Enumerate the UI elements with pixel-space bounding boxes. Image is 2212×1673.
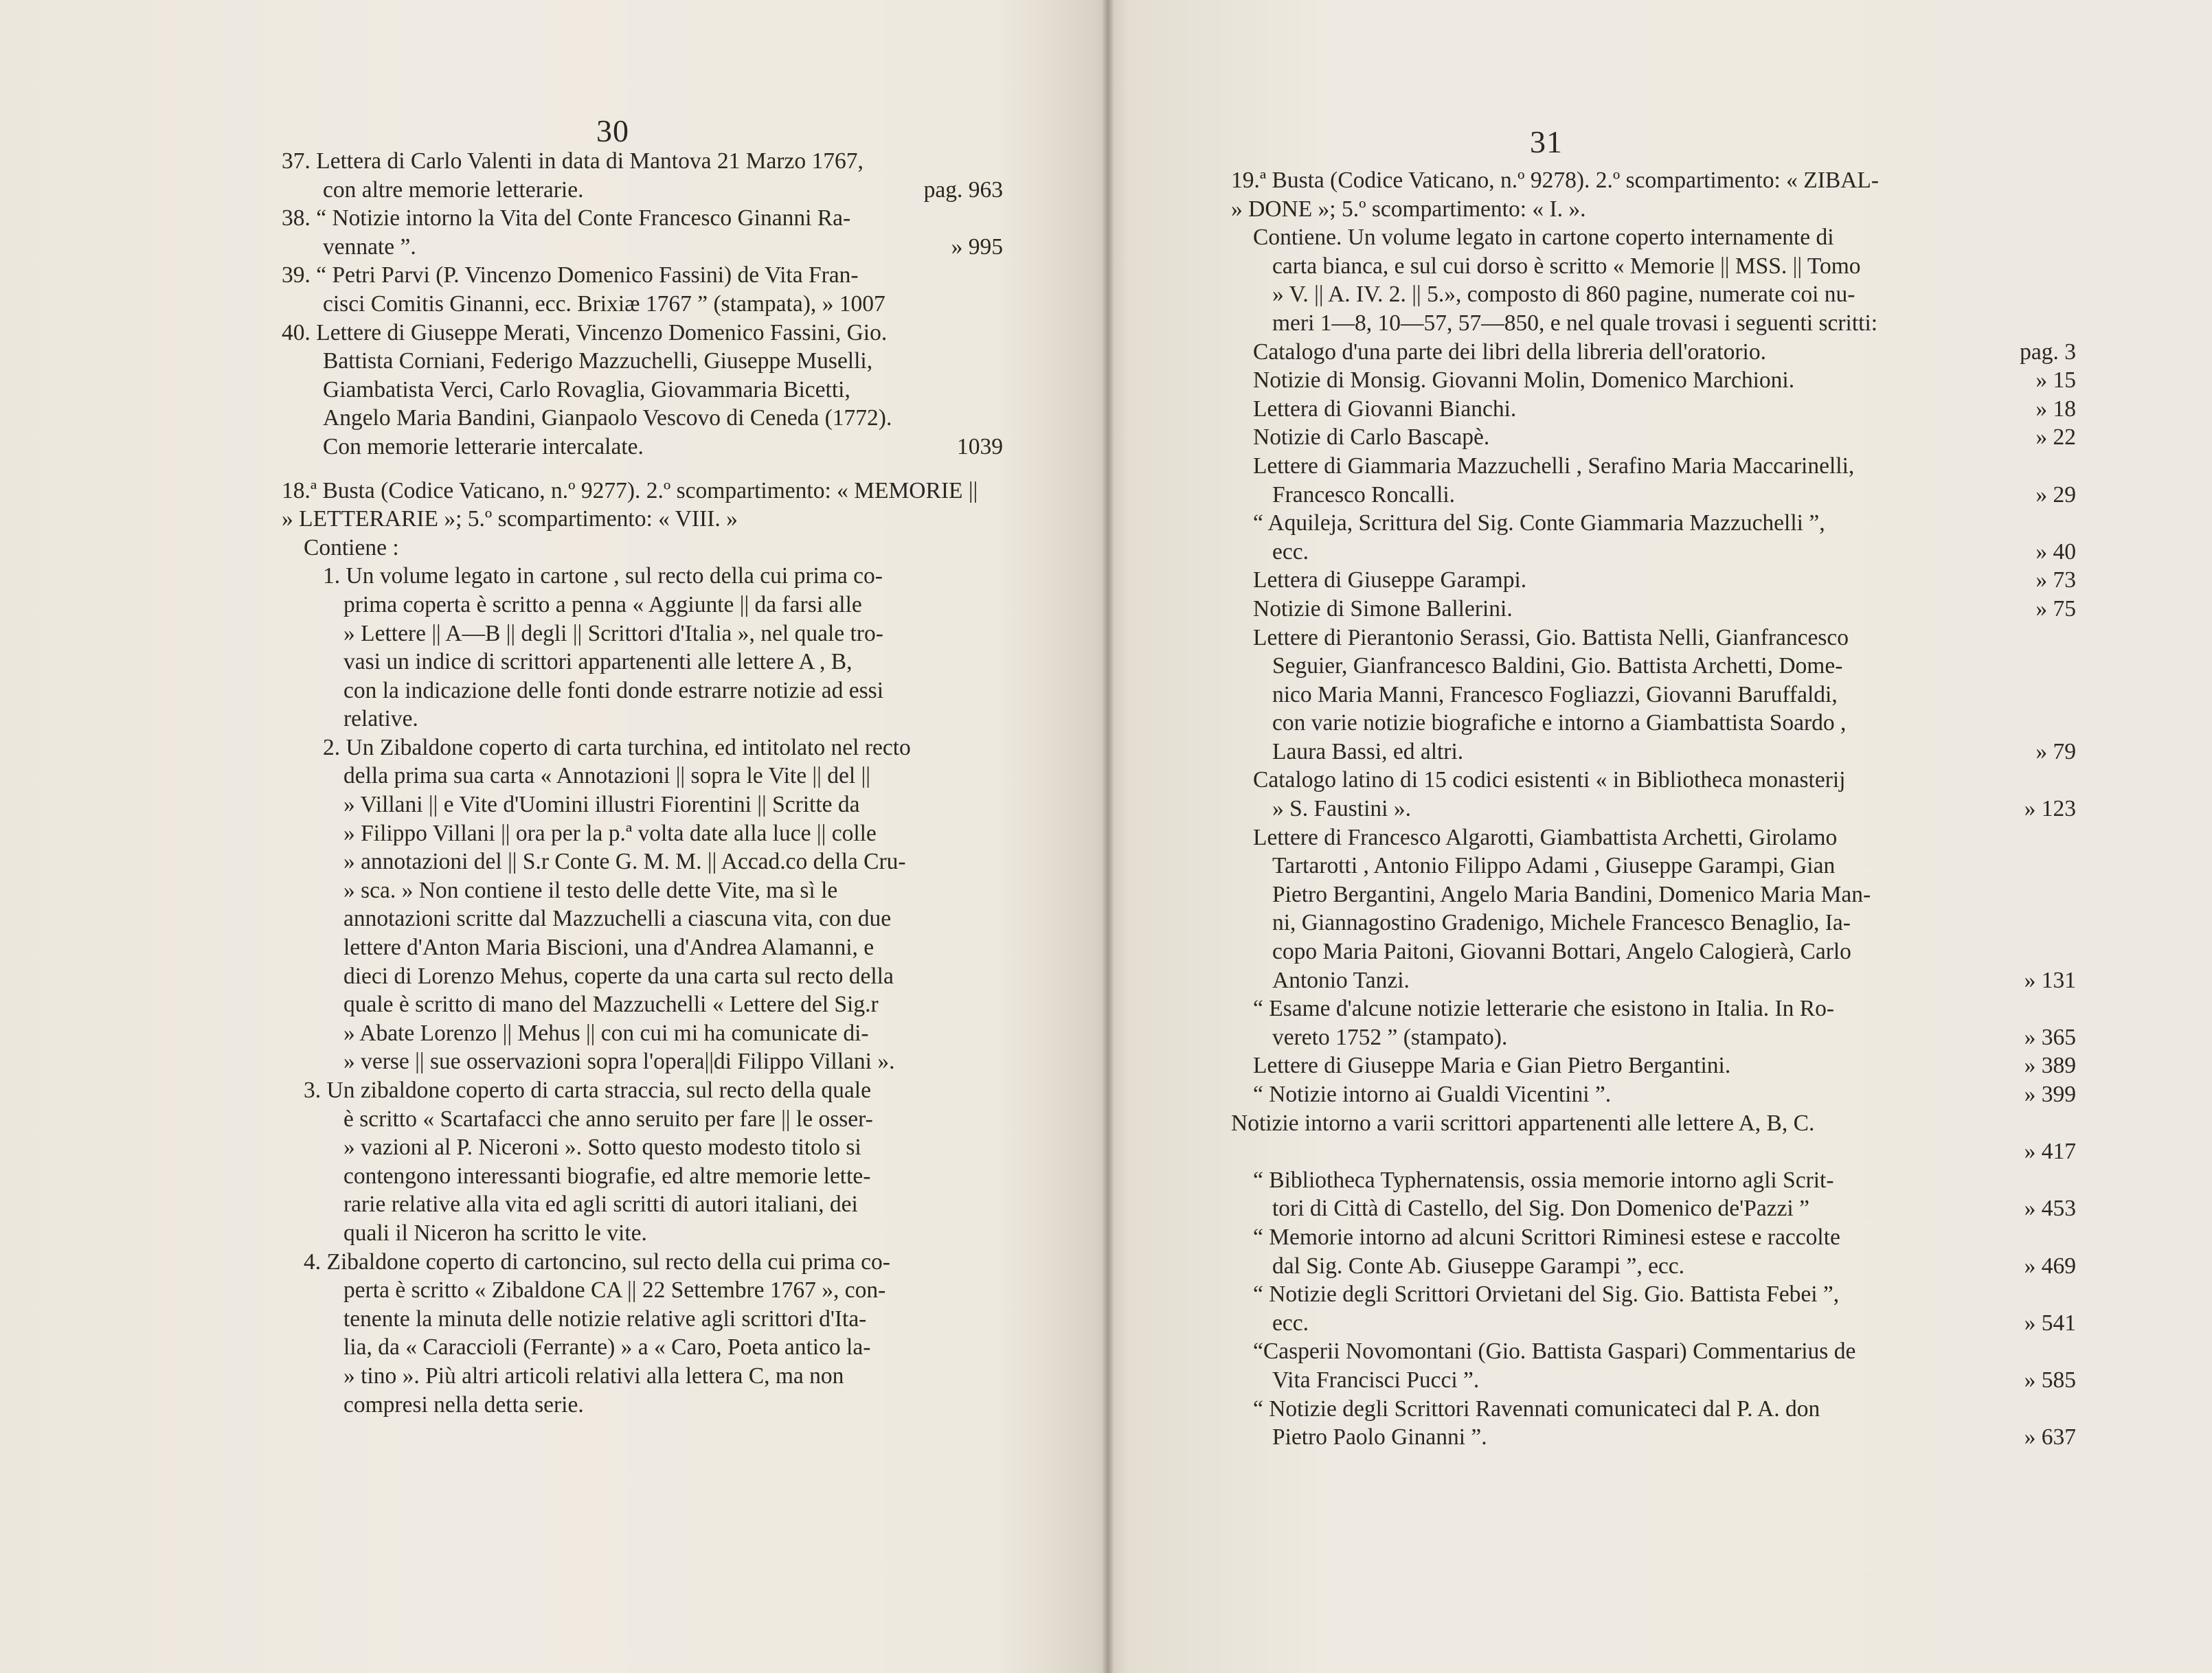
text-line bbox=[1231, 1051, 2076, 1080]
text-line bbox=[282, 534, 1003, 562]
line-text: ecc. bbox=[1272, 538, 1309, 565]
text-line bbox=[1231, 1223, 2076, 1252]
text-line bbox=[1231, 1337, 2076, 1366]
page-reference: 1039 bbox=[957, 433, 1003, 459]
page-reference: » 469 bbox=[2024, 1253, 2076, 1279]
page-reference: » 79 bbox=[2035, 738, 2076, 764]
text-line bbox=[282, 376, 1003, 405]
text-line bbox=[1231, 909, 2076, 937]
text-line bbox=[282, 1190, 1003, 1219]
line-text: » annotazioni del || S.r Conte G. M. M. || Accad.co della Cru- bbox=[343, 849, 906, 875]
text-line bbox=[282, 762, 1003, 790]
line-text: vasi un indice di scrittori appartenenti alle lettere A , B, bbox=[343, 649, 853, 675]
page-reference: » 585 bbox=[2024, 1367, 2076, 1393]
line-text: 40. Lettere di Giuseppe Merati, Vincenzo Domenico Fassini, Gio. bbox=[282, 319, 888, 345]
line-text: tenente la minuta delle notizie relative agli scrittori d'Ita- bbox=[343, 1306, 867, 1332]
text-line bbox=[1231, 1252, 2076, 1281]
text-line bbox=[282, 562, 1003, 591]
text-line bbox=[1231, 166, 2076, 195]
text-line bbox=[282, 648, 1003, 676]
line-text: carta bianca, e sul cui dorso è scritto « Memorie || MSS. || Tomo bbox=[1272, 253, 1861, 279]
text-line bbox=[1231, 1395, 2076, 1424]
text-line bbox=[282, 705, 1003, 733]
text-line bbox=[1231, 681, 2076, 709]
line-text: » Lettere || A—B || degli || Scrittori d'Italia », nel quale tro- bbox=[343, 620, 883, 646]
line-text: Catalogo latino di 15 codici esistenti « in Bibliotheca monasterij bbox=[1253, 767, 1846, 793]
text-line bbox=[1231, 966, 2076, 995]
text-line bbox=[282, 733, 1003, 762]
text-line bbox=[1231, 1423, 2076, 1452]
line-text: Catalogo d'una parte dei libri della libreria dell'oratorio. bbox=[1253, 339, 1766, 365]
line-text: » LETTERARIE »; 5.º scompartimento: « VIII. » bbox=[282, 506, 738, 532]
line-text: Francesco Roncalli. bbox=[1272, 481, 1456, 508]
text-line bbox=[1231, 1137, 2076, 1166]
text-line bbox=[1231, 195, 2076, 224]
line-text: Lettere di Giammaria Mazzuchelli , Serafino Maria Maccarinelli, bbox=[1253, 453, 1855, 479]
text-line bbox=[282, 290, 1003, 319]
text-line bbox=[282, 1391, 1003, 1420]
page-reference: » 365 bbox=[2024, 1024, 2076, 1050]
line-text: “ Aquileja, Scrittura del Sig. Conte Giammaria Mazzuchelli ”, bbox=[1253, 510, 1825, 536]
line-text: vennate ”. bbox=[323, 234, 416, 260]
text-line bbox=[1231, 795, 2076, 823]
line-text: rarie relative alla vita ed agli scritti di autori italiani, dei bbox=[343, 1192, 858, 1218]
line-text: » V. || A. IV. 2. || 5.», composto di 860 pagine, numerate coi nu- bbox=[1272, 282, 1855, 308]
line-text: annotazioni scritte dal Mazzuchelli a ciascuna vita, con due bbox=[343, 906, 892, 932]
line-text: è scritto « Scartafacci che anno seruito per fare || le osser- bbox=[343, 1106, 873, 1132]
line-text: 1. Un volume legato in cartone , sul recto della cui prima co- bbox=[323, 563, 883, 589]
page-reference: » 40 bbox=[2035, 538, 2076, 565]
text-line bbox=[1231, 338, 2076, 367]
line-text: dieci di Lorenzo Mehus, coperte da una carta sul recto della bbox=[343, 963, 894, 989]
line-text: 18.ª Busta (Codice Vaticano, n.º 9277). 2.º scompartimento: « MEMORIE || bbox=[282, 477, 978, 503]
line-text: compresi nella detta serie. bbox=[343, 1391, 584, 1418]
line-text: 4. Zibaldone coperto di cartoncino, sul recto della cui prima co- bbox=[304, 1249, 890, 1275]
line-text: Lettere di Francesco Algarotti, Giambattista Archetti, Girolamo bbox=[1253, 824, 1838, 850]
line-text: quali il Niceron ha scritto le vite. bbox=[343, 1220, 647, 1246]
line-text: Laura Bassi, ed altri. bbox=[1272, 738, 1464, 764]
line-text: 19.ª Busta (Codice Vaticano, n.º 9278). 2.º scompartimento: « ZIBAL- bbox=[1231, 168, 1880, 193]
text-line bbox=[282, 1276, 1003, 1305]
page-reference: » 389 bbox=[2024, 1053, 2076, 1079]
text-line bbox=[1231, 994, 2076, 1023]
text-line bbox=[282, 904, 1003, 933]
right-page-text bbox=[1231, 166, 2076, 1452]
line-text: 3. Un zibaldone coperto di carta straccia, sul recto della quale bbox=[304, 1078, 871, 1103]
page-reference: » 73 bbox=[2035, 567, 2076, 593]
line-text: copo Maria Paitoni, Giovanni Bottari, Angelo Calogierà, Carlo bbox=[1272, 939, 1851, 965]
text-line bbox=[282, 676, 1003, 705]
right-page bbox=[1114, 0, 2212, 1673]
line-text: Pietro Paolo Ginanni ”. bbox=[1272, 1424, 1487, 1450]
left-page-text bbox=[282, 147, 1003, 1419]
text-line bbox=[282, 591, 1003, 619]
line-text: Angelo Maria Bandini, Gianpaolo Vescovo di Ceneda (1772). bbox=[323, 405, 892, 431]
line-text: Con memorie letterarie intercalate. bbox=[323, 433, 644, 459]
line-text: Lettera di Giovanni Bianchi. bbox=[1253, 396, 1517, 422]
line-text: “Casperii Novomontani (Gio. Battista Gaspari) Commentarius de bbox=[1253, 1339, 1856, 1365]
page-reference: » 417 bbox=[2024, 1139, 2076, 1165]
text-line bbox=[1231, 280, 2076, 309]
line-text: “ Notizie degli Scrittori Ravennati comunicateci dal P. A. don bbox=[1253, 1396, 1820, 1422]
line-text: » vazioni al P. Niceroni ». Sotto questo modesto titolo si bbox=[343, 1135, 861, 1161]
text-line bbox=[1231, 223, 2076, 252]
text-line bbox=[1231, 509, 2076, 538]
line-text: dal Sig. Conte Ab. Giuseppe Garampi ”, ecc. bbox=[1272, 1253, 1685, 1279]
text-line bbox=[282, 1333, 1003, 1362]
text-line bbox=[1231, 452, 2076, 481]
paragraph-gap bbox=[282, 462, 1003, 477]
page-reference: » 75 bbox=[2035, 595, 2076, 622]
page-reference: » 541 bbox=[2024, 1310, 2076, 1336]
line-text: lettere d'Anton Maria Biscioni, una d'Andrea Alamanni, e bbox=[343, 935, 874, 961]
line-text: “ Esame d'alcune notizie letterarie che esistono in Italia. In Ro- bbox=[1253, 996, 1834, 1022]
line-text: Lettere di Giuseppe Maria e Gian Pietro Bergantini. bbox=[1253, 1053, 1731, 1079]
text-line bbox=[282, 1162, 1003, 1191]
line-text: della prima sua carta « Annotazioni || sopra le Vite || del || bbox=[343, 763, 870, 789]
text-line bbox=[1231, 1280, 2076, 1309]
line-text: Notizie di Simone Ballerini. bbox=[1253, 595, 1513, 622]
page-reference: pag. 963 bbox=[923, 177, 1003, 203]
text-line bbox=[282, 505, 1003, 534]
text-line bbox=[282, 1019, 1003, 1048]
text-line bbox=[282, 1219, 1003, 1248]
line-text: 2. Un Zibaldone coperto di carta turchina, ed intitolato nel recto bbox=[323, 734, 911, 760]
text-line bbox=[282, 933, 1003, 962]
page-reference: » 29 bbox=[2035, 481, 2076, 508]
line-text: Notizie di Carlo Bascapè. bbox=[1253, 424, 1490, 451]
page-reference: » 399 bbox=[2024, 1082, 2076, 1107]
text-line bbox=[1231, 1080, 2076, 1109]
text-line bbox=[282, 261, 1003, 290]
line-text: Lettere di Pierantonio Serassi, Gio. Battista Nelli, Gianfrancesco bbox=[1253, 624, 1849, 650]
line-text: » Abate Lorenzo || Mehus || con cui mi ha comunicate di- bbox=[343, 1020, 869, 1046]
line-text: contengono interessanti biografie, ed altre memorie lette- bbox=[343, 1163, 871, 1189]
text-line bbox=[1231, 1309, 2076, 1338]
text-line bbox=[282, 176, 1003, 205]
text-line bbox=[1231, 481, 2076, 510]
text-line bbox=[1231, 766, 2076, 795]
text-line bbox=[282, 147, 1003, 176]
line-text: Notizie intorno a varii scrittori appartenenti alle lettere A, B, C. bbox=[1231, 1110, 1815, 1136]
text-line bbox=[1231, 624, 2076, 652]
text-line bbox=[1231, 1366, 2076, 1395]
line-text: cisci Comitis Ginanni, ecc. Brixiæ 1767 ” (stampata), » 1007 bbox=[323, 291, 885, 317]
line-text: Contiene. Un volume legato in cartone coperto internamente di bbox=[1253, 225, 1834, 251]
line-text: “ Notizie degli Scrittori Orvietani del Sig. Gio. Battista Febei ”, bbox=[1253, 1282, 1840, 1308]
text-line bbox=[1231, 880, 2076, 909]
text-line bbox=[1231, 823, 2076, 852]
line-text: quale è scritto di mano del Mazzuchelli « Lettere del Sig.r bbox=[343, 992, 879, 1018]
text-line bbox=[282, 876, 1003, 905]
text-line bbox=[282, 319, 1003, 348]
line-text: ni, Giannagostino Gradenigo, Michele Francesco Benaglio, Ia- bbox=[1272, 910, 1851, 936]
line-text: con altre memorie letterarie. bbox=[323, 177, 584, 203]
text-line bbox=[282, 1047, 1003, 1076]
text-line bbox=[282, 962, 1003, 991]
text-line bbox=[1231, 538, 2076, 567]
line-text: 38. “ Notizie intorno la Vita del Conte Francesco Ginanni Ra- bbox=[282, 205, 851, 231]
text-line bbox=[1231, 1023, 2076, 1052]
line-text: prima coperta è scritto a penna « Aggiunte || da farsi alle bbox=[343, 591, 862, 617]
page-reference: » 18 bbox=[2035, 396, 2076, 422]
line-text: perta è scritto « Zibaldone CA || 22 Settembre 1767 », con- bbox=[343, 1277, 886, 1304]
line-text: lia, da « Caraccioli (Ferrante) » a « Caro, Poeta antico la- bbox=[343, 1334, 871, 1361]
text-line bbox=[282, 1105, 1003, 1134]
page-reference: » 453 bbox=[2024, 1196, 2076, 1222]
text-line bbox=[282, 433, 1003, 462]
line-text: “ Bibliotheca Typhernatensis, ossia memorie intorno agli Scrit- bbox=[1253, 1167, 1834, 1193]
line-text: meri 1—8, 10—57, 57—850, e nel quale trovasi i seguenti scritti: bbox=[1272, 310, 1878, 336]
text-line bbox=[282, 233, 1003, 262]
text-line bbox=[1231, 1109, 2076, 1138]
line-text: » verse || sue osservazioni sopra l'opera||di Filippo Villani ». bbox=[343, 1049, 895, 1075]
line-text: Antonio Tanzi. bbox=[1272, 967, 1410, 993]
line-text: 39. “ Petri Parvi (P. Vincenzo Domenico Fassini) de Vita Fran- bbox=[282, 262, 859, 288]
book-gutter bbox=[1102, 0, 1114, 1673]
line-text: » Filippo Villani || ora per la p.ª volta date alla luce || colle bbox=[343, 820, 877, 846]
line-text: Notizie di Monsig. Giovanni Molin, Domenico Marchioni. bbox=[1253, 367, 1795, 394]
text-line bbox=[282, 619, 1003, 648]
line-text: » DONE »; 5.º scompartimento: « I. ». bbox=[1231, 196, 1586, 222]
text-line bbox=[1231, 1194, 2076, 1223]
text-line bbox=[282, 1076, 1003, 1105]
text-line bbox=[1231, 566, 2076, 595]
page-reference: pag. 3 bbox=[2020, 339, 2076, 365]
text-line bbox=[282, 990, 1003, 1019]
text-line bbox=[282, 404, 1003, 433]
page-reference: » 22 bbox=[2035, 424, 2076, 451]
line-text: nico Maria Manni, Francesco Fogliazzi, Giovanni Baruffaldi, bbox=[1272, 681, 1838, 707]
line-text: relative. bbox=[343, 706, 418, 732]
text-line bbox=[1231, 652, 2076, 681]
line-text: Pietro Bergantini, Angelo Maria Bandini, Domenico Maria Man- bbox=[1272, 881, 1871, 907]
page-reference: » 15 bbox=[2035, 367, 2076, 394]
line-text: » sca. » Non contiene il testo delle dette Vite, ma sì le bbox=[343, 877, 838, 903]
text-line bbox=[1231, 395, 2076, 424]
line-text: Tartarotti , Antonio Filippo Adami , Giuseppe Garampi, Gian bbox=[1272, 853, 1836, 879]
line-text: tori di Città di Castello, del Sig. Don Domenico de'Pazzi ” bbox=[1272, 1196, 1809, 1222]
line-text: Battista Corniani, Federigo Mazzuchelli, Giuseppe Muselli, bbox=[323, 348, 873, 374]
text-line bbox=[282, 1133, 1003, 1162]
line-text: Vita Francisci Pucci ”. bbox=[1272, 1367, 1480, 1393]
text-line bbox=[1231, 709, 2076, 738]
page-reference: » 637 bbox=[2024, 1424, 2076, 1450]
line-text: “ Notizie intorno ai Gualdi Vicentini ”. bbox=[1253, 1082, 1612, 1107]
text-line bbox=[282, 347, 1003, 376]
text-line bbox=[1231, 252, 2076, 281]
page-reference: » 123 bbox=[2024, 796, 2076, 822]
text-line bbox=[1231, 937, 2076, 966]
line-text: con varie notizie biografiche e intorno a Giambattista Soardo , bbox=[1272, 710, 1847, 736]
line-text: » S. Faustini ». bbox=[1272, 796, 1411, 822]
page-number: 30 bbox=[596, 113, 629, 148]
line-text: Seguier, Gianfrancesco Baldini, Gio. Battista Archetti, Dome- bbox=[1272, 653, 1843, 679]
text-line bbox=[1231, 423, 2076, 452]
line-text: Giambatista Verci, Carlo Rovaglia, Giovammaria Bicetti, bbox=[323, 376, 850, 402]
line-text: vereto 1752 ” (stampato). bbox=[1272, 1024, 1508, 1050]
line-text: » tino ». Più altri articoli relativi alla lettera C, ma non bbox=[343, 1363, 844, 1389]
line-text: 37. Lettera di Carlo Valenti in data di Mantova 21 Marzo 1767, bbox=[282, 148, 864, 174]
line-text: “ Memorie intorno ad alcuni Scrittori Riminesi estese e raccolte bbox=[1253, 1224, 1840, 1250]
text-line bbox=[282, 204, 1003, 233]
line-text: con la indicazione delle fonti donde estrarre notizie ad essi bbox=[343, 677, 884, 703]
text-line bbox=[282, 477, 1003, 505]
line-text: Contiene : bbox=[304, 534, 399, 560]
line-text: Lettera di Giuseppe Garampi. bbox=[1253, 567, 1527, 593]
text-line bbox=[282, 1305, 1003, 1334]
text-line bbox=[1231, 738, 2076, 766]
text-line bbox=[1231, 852, 2076, 880]
text-line bbox=[1231, 595, 2076, 624]
text-line bbox=[282, 847, 1003, 876]
left-page bbox=[0, 0, 1103, 1673]
page-number: 31 bbox=[1530, 124, 1563, 159]
text-line bbox=[282, 1362, 1003, 1391]
text-line bbox=[1231, 366, 2076, 395]
line-text: » Villani || e Vite d'Uomini illustri Fiorentini || Scritte da bbox=[343, 792, 860, 818]
text-line bbox=[1231, 309, 2076, 338]
text-line bbox=[282, 790, 1003, 819]
page-reference: » 995 bbox=[951, 234, 1003, 260]
page-reference: » 131 bbox=[2024, 967, 2076, 993]
text-line bbox=[282, 1248, 1003, 1277]
text-line bbox=[1231, 1166, 2076, 1195]
text-line bbox=[282, 819, 1003, 848]
line-text: ecc. bbox=[1272, 1310, 1309, 1336]
